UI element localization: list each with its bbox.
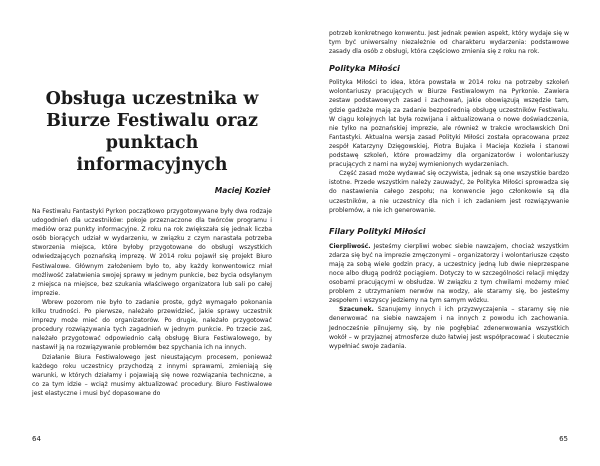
pillar-text: Szanujemy innych i ich przyzwyczajenia – staramy się nie denerwować na siebie nawzajem i na innych z powodu ich zachowania. Jednocześnie pilnujemy się, by nie pogłębiać zdenerwowania wszystkich wokół – w przyjaznej atmosferze dużo łatwiej jest współpracować i skutecznie wypełniać swoje zadania. (329, 306, 569, 350)
paragraph: potrzeb konkretnego konwentu. Jest jednak pewien aspekt, który wydaje się w tym być uniwersalny niezależnie od charakteru wydarzenia: podstawowe zasady dla osób z obsługi, która częściowo zmienia się z roku na rok. (329, 30, 569, 56)
paragraph: Część zasad może wydawać się oczywista, jednak są one wszystkie bardzo istotne. Przede wszystkim należy zauważyć, że Polityka Miłości sprowadza się do nastawienia całego zespołu; na konwencie jego członkowie są dla uczestników, a nie uczestnicy dla nich i ich zadaniem jest rozwiązywanie problemów, a nie ich generowanie. (329, 170, 569, 214)
right-body-text (329, 29, 569, 351)
chapter-title: Obsługa uczestnika w Biurze Festiwalu oraz punktach informacyjnych (45, 89, 259, 175)
pillar-term: Szacunek. (339, 306, 374, 314)
page-number-left: 64 (32, 435, 41, 443)
paragraph: Wbrew pozorom nie było to zadanie proste, gdyż wymagało pokonania kilku trudności. Po pierwsze, należało przewidzieć, jakie sprawy uczestnik imprezy może mieć do organizatorów. Po drugie, należało przygotować procedury rozwiązywania tych zagadnień w jednym punkcie. Po trzecie zaś, należało przygotować odpowiednio całą obsługę Biura Festiwalowego, by nastawił ją na rozwiązywanie problemów bez spychania ich na innych. (32, 298, 272, 352)
pillar-term: Cierpliwość. (329, 242, 371, 250)
author-name: Maciej Kozieł (214, 186, 270, 195)
pillar-paragraph (329, 242, 569, 306)
paragraph: Działanie Biura Festiwalowego jest nieustającym procesem, ponieważ każdego roku uczestnicy przychodzą z innymi sprawami, zmieniają się warunki, w których działamy i pojawiają się nowe rozwiązania techniczne, a co za tym idzie – wciąż musimy aktualizować procedury. Biuro Festiwalowe jest elastyczne i musi być dopasowane do (32, 353, 272, 397)
left-body-text (32, 207, 272, 398)
pillar-paragraph (329, 305, 569, 350)
page-number-right: 65 (559, 435, 568, 443)
section-heading: Filary Polityki Miłości (329, 226, 426, 236)
section-heading: Polityka Miłości (329, 64, 400, 74)
paragraph: Na Festiwalu Fantastyki Pyrkon początkowo przygotowywane były dwa rodzaje udogodnień dla uczestników: pokoje przeznaczone dla twórców programu i mediów oraz punkty informacyjne. Z roku na rok zwiększała się jednak liczba osób biorących udział w wydarzeniu, w związku z czym narastała potrzeba stworzenia miejsca, które byłoby przygotowane do obsługi wszystkich odwiedzających poznańską imprezę. W 2014 roku pojawił się projekt Biuro Festiwalowe. Głównym założeniem było to, aby każdy konwentowicz miał możliwość załatwienia swojej sprawy w jednym punkcie, bez bycia odsyłanym z miejsca na miejsce, bez szukania właściwego organizatora lub sali po całej imprezie. (32, 208, 272, 297)
paragraph: Polityka Miłości to idea, która powstała w 2014 roku na potrzeby szkoleń wolontariuszy pracujących w Biurze Festiwalowym na Pyrkonie. Zawiera zestaw podstawowych zasad i zachowań, jakie obowiązują wszędzie tam, gdzie gadżeże mają za zadanie bezpośrednią obsługę uczestników Festiwalu. W ciągu kolejnych lat była rozwijana i aktualizowana o nowe doświadczenia, nie tylko na poznańskiej imprezie, ale również w trakcie wrocławskich Dni Fantastyki. Aktualna wersja zasad Polityki Miłości została opracowana przez zespół Katarzyny Dzięgowskiej, Piotra Bujaka i Macieja Kozieła i stanowi podstawę szkoleń, które prowadzimy dla organizatorów i wolontariuszy pracujących z nami na wyżej wymienionych wydarzeniach. (329, 79, 569, 169)
pillar-text: Jesteśmy cierpliwi wobec siebie nawzajem, chociaż wszystkim zdarza się być na imprezie zmęczonymi – organizatorzy i wolontariusze często mają za sobą wiele godzin pracy, a uczestnicy jedną lub dwie nieprzespane noce albo długą podróż pociągiem. Dotyczy to w szczególności relacji między osobami pracującymi w obsłudze. W związku z tym chwilami możemy mieć problem z utrzymaniem nerwów na wodzy, ale staramy się, bo jesteśmy zespołem i wszyscy jedziemy na tym samym wózku. (329, 242, 569, 305)
